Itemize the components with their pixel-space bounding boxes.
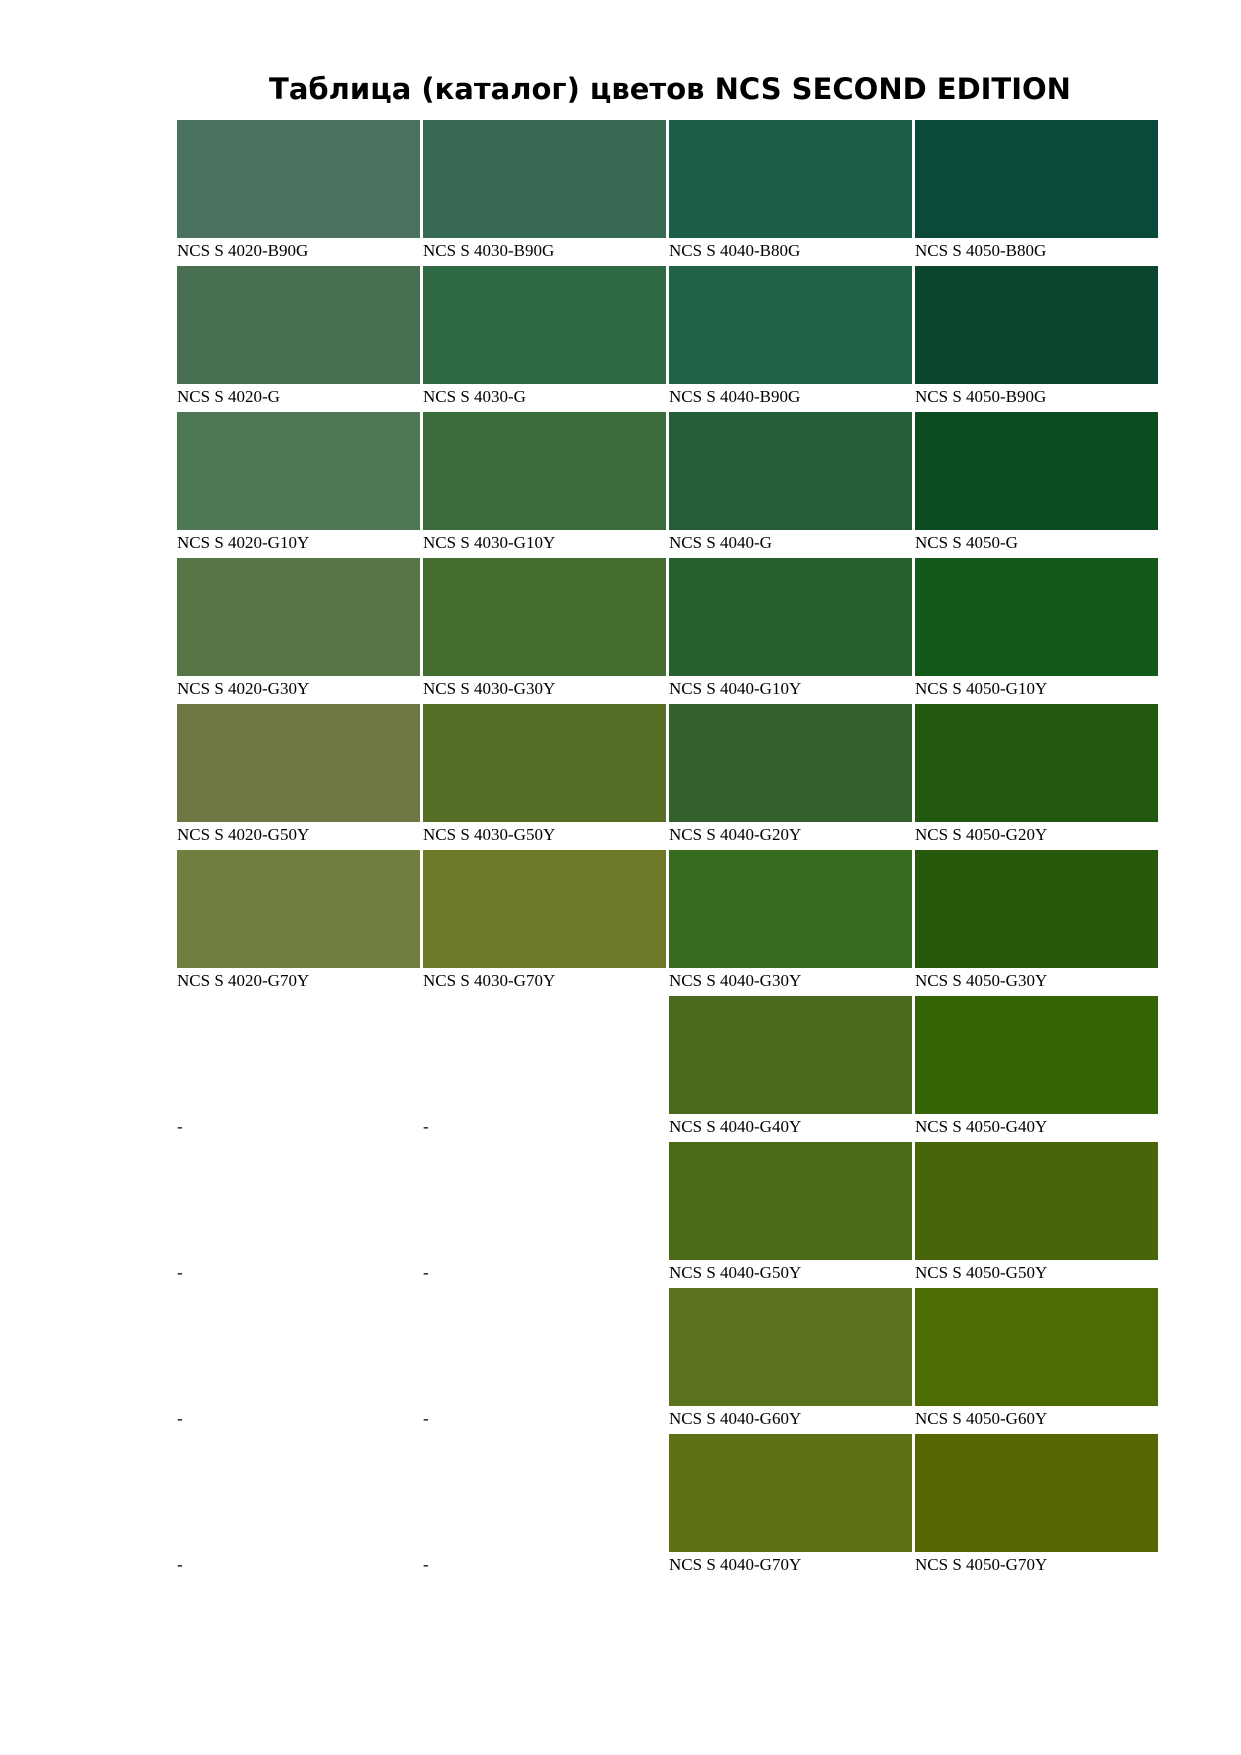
empty-swatch: [177, 1288, 420, 1406]
color-cell: [177, 1288, 420, 1434]
color-cell: [177, 704, 420, 850]
color-swatch: [669, 1142, 912, 1260]
color-cell: [423, 1142, 666, 1288]
color-swatch: [669, 1434, 912, 1552]
color-cell: [177, 120, 420, 266]
color-swatch: [423, 412, 666, 530]
color-code-label: -: [177, 1263, 183, 1282]
swatch-row: [177, 1142, 1159, 1288]
color-cell: [915, 120, 1158, 266]
color-code-label: NCS S 4050-G20Y: [915, 825, 1048, 844]
page-title: Таблица (каталог) цветов NCS SECOND EDITION: [269, 72, 1071, 106]
empty-swatch: [177, 1142, 420, 1260]
color-code-label: NCS S 4040-B90G: [669, 387, 801, 406]
color-code-label: -: [423, 1555, 429, 1574]
color-swatch: [669, 996, 912, 1114]
color-cell: [423, 996, 666, 1142]
color-cell: [177, 996, 420, 1142]
color-swatch: [423, 120, 666, 238]
color-code-label: NCS S 4050-G10Y: [915, 679, 1048, 698]
swatch-row: [177, 704, 1159, 850]
empty-swatch: [423, 1434, 666, 1552]
color-swatch: [669, 1288, 912, 1406]
color-swatch: [423, 558, 666, 676]
color-swatch: [915, 558, 1158, 676]
color-swatch: [915, 850, 1158, 968]
color-cell: [423, 1288, 666, 1434]
color-swatch: [915, 704, 1158, 822]
color-code-label: NCS S 4040-G50Y: [669, 1263, 802, 1282]
color-swatch: [177, 412, 420, 530]
color-cell: [423, 1434, 666, 1580]
swatch-row: [177, 996, 1159, 1142]
color-cell: [423, 558, 666, 704]
color-swatch: [669, 412, 912, 530]
color-code-label: NCS S 4040-G70Y: [669, 1555, 802, 1574]
color-swatch: [423, 266, 666, 384]
color-cell: [915, 704, 1158, 850]
color-swatch: [423, 850, 666, 968]
color-swatch: [177, 704, 420, 822]
color-cell: [669, 1288, 912, 1434]
color-code-label: -: [177, 1555, 183, 1574]
color-swatch: [669, 850, 912, 968]
color-cell: [915, 412, 1158, 558]
color-cell: [423, 266, 666, 412]
color-code-label: -: [423, 1409, 429, 1428]
color-cell: [669, 266, 912, 412]
swatch-row: [177, 1288, 1159, 1434]
color-cell: [423, 120, 666, 266]
color-code-label: NCS S 4030-G50Y: [423, 825, 556, 844]
color-swatch: [669, 558, 912, 676]
color-code-label: -: [423, 1263, 429, 1282]
color-code-label: NCS S 4050-G30Y: [915, 971, 1048, 990]
color-code-label: NCS S 4040-G40Y: [669, 1117, 802, 1136]
color-cell: [669, 412, 912, 558]
color-swatch: [915, 266, 1158, 384]
color-swatch: [669, 120, 912, 238]
color-swatch: [177, 266, 420, 384]
color-swatch: [423, 704, 666, 822]
color-code-label: NCS S 4050-B80G: [915, 241, 1047, 260]
color-code-label: NCS S 4040-B80G: [669, 241, 801, 260]
color-code-label: -: [423, 1117, 429, 1136]
color-cell: [669, 996, 912, 1142]
color-cell: [423, 704, 666, 850]
color-cell: [177, 1142, 420, 1288]
color-code-label: NCS S 4040-G30Y: [669, 971, 802, 990]
empty-swatch: [177, 996, 420, 1114]
empty-swatch: [423, 996, 666, 1114]
color-code-label: NCS S 4050-G: [915, 533, 1018, 552]
empty-swatch: [423, 1288, 666, 1406]
color-code-label: NCS S 4030-G70Y: [423, 971, 556, 990]
color-code-label: NCS S 4040-G20Y: [669, 825, 802, 844]
swatch-row: [177, 120, 1159, 266]
color-cell: [915, 558, 1158, 704]
empty-swatch: [423, 1142, 666, 1260]
swatch-row: [177, 558, 1159, 704]
color-cell: [915, 266, 1158, 412]
color-code-label: NCS S 4020-G70Y: [177, 971, 310, 990]
color-code-label: -: [177, 1409, 183, 1428]
color-code-label: NCS S 4030-G: [423, 387, 526, 406]
color-cell: [177, 412, 420, 558]
color-code-label: NCS S 4030-G10Y: [423, 533, 556, 552]
color-cell: [177, 1434, 420, 1580]
color-code-label: NCS S 4050-G50Y: [915, 1263, 1048, 1282]
color-swatch-grid: [177, 120, 1159, 1580]
color-cell: [423, 412, 666, 558]
color-code-label: NCS S 4040-G60Y: [669, 1409, 802, 1428]
color-cell: [669, 1434, 912, 1580]
color-cell: [177, 558, 420, 704]
color-code-label: NCS S 4040-G: [669, 533, 772, 552]
color-cell: [423, 850, 666, 996]
swatch-row: [177, 850, 1159, 996]
color-code-label: NCS S 4050-G60Y: [915, 1409, 1048, 1428]
color-cell: [669, 1142, 912, 1288]
color-swatch: [177, 558, 420, 676]
color-swatch: [177, 120, 420, 238]
color-cell: [669, 558, 912, 704]
color-code-label: NCS S 4020-G10Y: [177, 533, 310, 552]
color-swatch: [669, 704, 912, 822]
swatch-row: [177, 266, 1159, 412]
swatch-row: [177, 1434, 1159, 1580]
color-code-label: NCS S 4030-B90G: [423, 241, 555, 260]
color-code-label: NCS S 4020-G: [177, 387, 280, 406]
color-code-label: NCS S 4020-G30Y: [177, 679, 310, 698]
color-code-label: NCS S 4050-B90G: [915, 387, 1047, 406]
color-swatch: [915, 120, 1158, 238]
color-swatch: [915, 1434, 1158, 1552]
color-code-label: -: [177, 1117, 183, 1136]
color-swatch: [669, 266, 912, 384]
color-cell: [915, 1288, 1158, 1434]
color-swatch: [915, 996, 1158, 1114]
color-swatch: [915, 1288, 1158, 1406]
color-cell: [915, 996, 1158, 1142]
color-code-label: NCS S 4020-G50Y: [177, 825, 310, 844]
color-cell: [669, 120, 912, 266]
empty-swatch: [177, 1434, 420, 1552]
color-code-label: NCS S 4040-G10Y: [669, 679, 802, 698]
color-code-label: NCS S 4050-G70Y: [915, 1555, 1048, 1574]
color-swatch: [177, 850, 420, 968]
color-cell: [915, 850, 1158, 996]
color-cell: [669, 850, 912, 996]
color-code-label: NCS S 4050-G40Y: [915, 1117, 1048, 1136]
color-cell: [669, 704, 912, 850]
color-cell: [177, 266, 420, 412]
color-swatch: [915, 412, 1158, 530]
color-swatch: [915, 1142, 1158, 1260]
color-code-label: NCS S 4030-G30Y: [423, 679, 556, 698]
color-cell: [915, 1434, 1158, 1580]
color-code-label: NCS S 4020-B90G: [177, 241, 309, 260]
color-cell: [177, 850, 420, 996]
swatch-row: [177, 412, 1159, 558]
color-cell: [915, 1142, 1158, 1288]
